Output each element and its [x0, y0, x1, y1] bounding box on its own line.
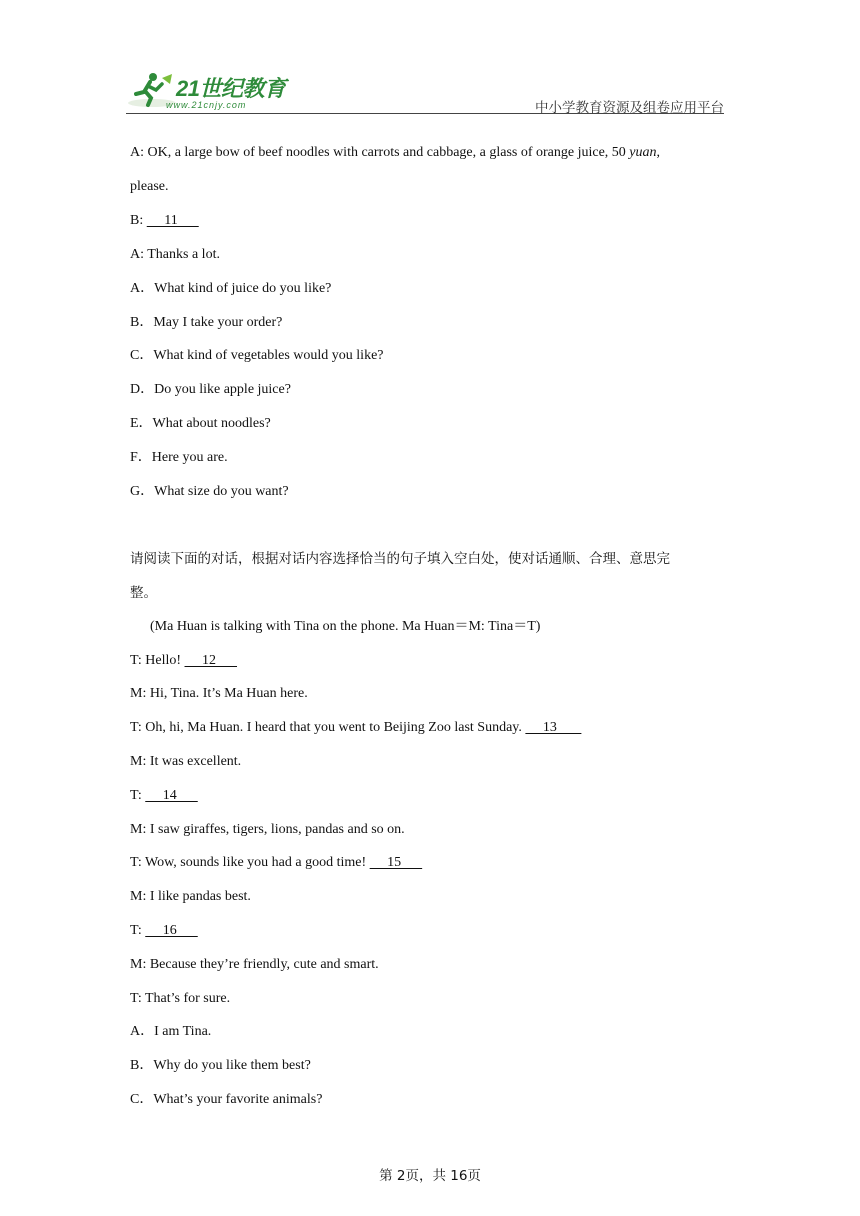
dialogue-line: T: Wow, sounds like you had a good time! 15 — [130, 853, 422, 873]
dialogue-line: M: It was excellent. — [130, 754, 242, 769]
answer-blank-15: 15 — [369, 855, 423, 870]
dialogue-line: M: Because they’re friendly, cute and smart. — [130, 957, 379, 972]
dialogue-line: M: Hi, Tina. It’s Ma Huan here. — [130, 686, 308, 701]
answer-blank-16: 16 — [145, 923, 198, 938]
dialogue-line: T: That’s for sure. — [130, 991, 231, 1006]
logo-text: 21世纪教育 — [176, 76, 286, 101]
answer-blank-13: 13 — [525, 720, 582, 735]
option-item: G．What size do you want? — [130, 484, 289, 499]
dialogue-line-continued: please. — [130, 179, 169, 194]
dialogue-context: (Ma Huan is talking with Tina on the phone. Ma Huan＝M: Tina＝T) — [150, 619, 541, 634]
option-item: F．Here you are. — [130, 450, 228, 465]
dialogue-line: M: I like pandas best. — [130, 889, 251, 904]
option-item: C．What kind of vegetables would you like? — [130, 348, 384, 363]
instruction-text: 请阅读下面的对话，根据对话内容选择恰当的句子填入空白处，使对话通顺、合理、意思完 — [130, 551, 670, 567]
page-header — [126, 66, 724, 116]
dialogue-line: A: Thanks a lot. — [130, 247, 220, 262]
dialogue-line: T: Hello! 12 — [130, 651, 237, 671]
option-item: C．What’s your favorite animals? — [130, 1092, 323, 1107]
option-item: A．I am Tina. — [130, 1024, 212, 1039]
page-number: 第 2页，共 16页 — [379, 1168, 481, 1184]
logo — [126, 70, 286, 110]
page-footer — [0, 1166, 860, 1187]
header-divider — [126, 113, 724, 114]
dialogue-line: B: 11 — [130, 211, 199, 231]
instruction-text-continued: 整。 — [130, 585, 157, 601]
answer-blank-14: 14 — [145, 788, 198, 803]
option-item: E．What about noodles? — [130, 416, 271, 431]
option-item: D．Do you like apple juice? — [130, 382, 291, 397]
logo-url: www.21cnjy.com — [166, 100, 247, 110]
header-platform-title: 中小学教育资源及组卷应用平台 — [535, 100, 724, 116]
option-item: A．What kind of juice do you like? — [130, 281, 332, 296]
dialogue-line: M: I saw giraffes, tigers, lions, pandas and so on. — [130, 822, 405, 837]
dialogue-line: T: Oh, hi, Ma Huan. I heard that you went to Beijing Zoo last Sunday. 13 — [130, 718, 581, 738]
dialogue-line: T: 16 — [130, 921, 198, 941]
option-item: B．May I take your order? — [130, 315, 283, 330]
dialogue-line: T: 14 — [130, 786, 198, 806]
dialogue-line: A: OK, a large bow of beef noodles with carrots and cabbage, a glass of orange juice, 50 yuan, — [130, 145, 661, 160]
option-item: B．Why do you like them best? — [130, 1058, 311, 1073]
answer-blank-11: 11 — [146, 213, 199, 228]
answer-blank-12: 12 — [184, 653, 238, 668]
